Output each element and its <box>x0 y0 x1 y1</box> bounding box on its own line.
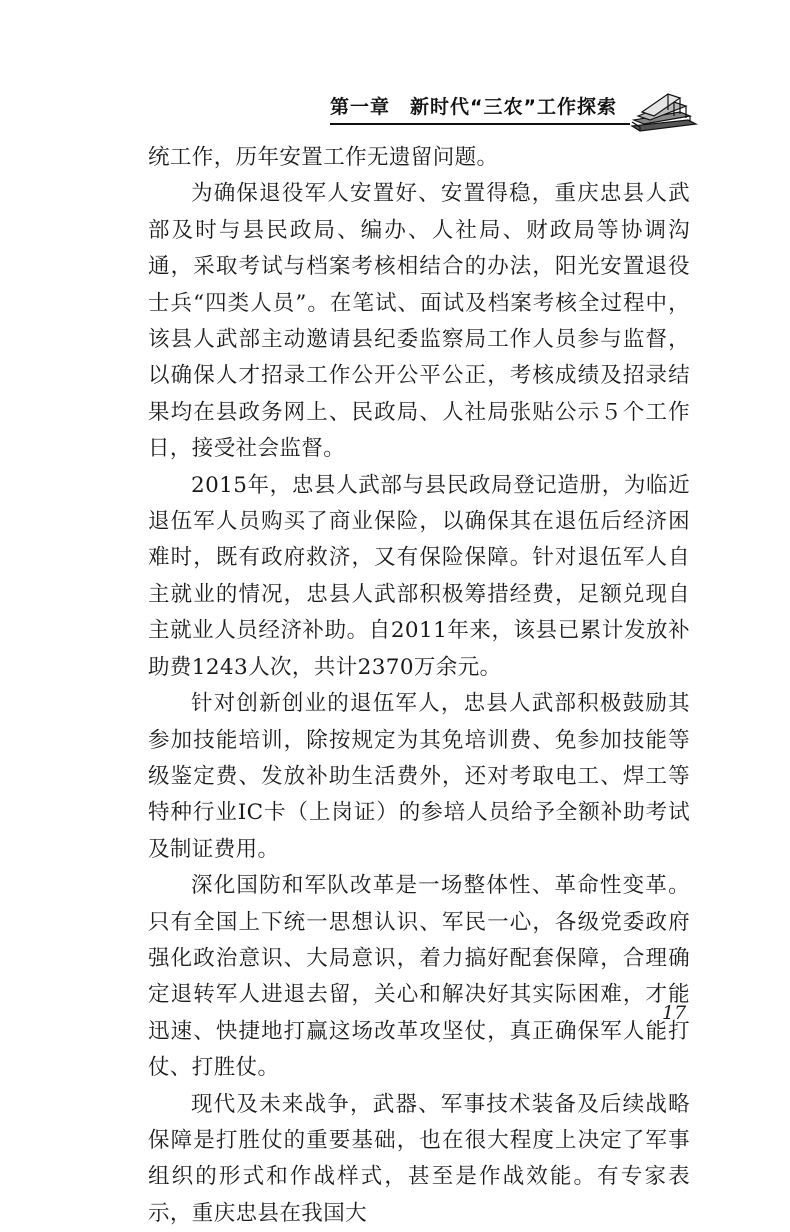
running-header <box>330 90 700 130</box>
paragraph: 为确保退役军人安置好、安置得稳，重庆忠县人武部及时与县民政局、编办、人社局、财政局等协调沟通，采取考试与档案考核相结合的办法，阳光安置退役士兵“四类人员”。在笔试、面试及档案考核全过程中，该县人武部主动邀请县纪委监察局工作人员参与监督，以确保人才招录工作公开公平公正，考核成绩及招录结果均在县政务网上、民政局、人社局张贴公示５个工作日，接受社会监督。 <box>148 181 690 462</box>
chapter-title: 第一章 新时代“三农”工作探索 <box>330 96 617 118</box>
paragraph: 2015年，忠县人武部与县民政局登记造册，为临近退伍军人员购买了商业保险，以确保其在退伍后经济困难时，既有政府救济，又有保险保障。针对退伍军人自主就业的情况，忠县人武部积极筹措经费，足额兑现自主就业人员经济补助。自2011年来，该县已累计发放补助费1243人次，共计2370万余元。 <box>148 472 690 680</box>
paragraph: 统工作，历年安置工作无遗留问题。 <box>148 145 499 170</box>
body-text <box>148 140 690 1232</box>
header-rule <box>330 123 630 125</box>
paragraph: 深化国防和军队改革是一场整体性、革命性变革。只有全国上下统一思想认识、军民一心，各级党委政府强化政治意识、大局意识，着力搞好配套保障，合理确定退转军人进退去留，关心和解决好其实际困难，才能迅速、快捷地打赢这场改革攻坚仗，真正确保军人能打仗、打胜仗。 <box>148 873 690 1081</box>
books-icon <box>630 90 700 132</box>
paragraph: 现代及未来战争，武器、军事技术装备及后续战略保障是打胜仗的重要基础，也在很大程度上决定了军事组织的形式和作战样式，甚至是作战效能。有专家表示，重庆忠县在我国大 <box>148 1091 690 1226</box>
paragraph: 针对创新创业的退伍军人，忠县人武部积极鼓励其参加技能培训，除按规定为其免培训费、免参加技能等级鉴定费、发放补助生活费外，还对考取电工、焊工等特种行业IC卡（上岗证）的参培人员给予全额补助考试及制证费用。 <box>148 691 690 862</box>
page-number: 17 <box>662 1002 687 1024</box>
